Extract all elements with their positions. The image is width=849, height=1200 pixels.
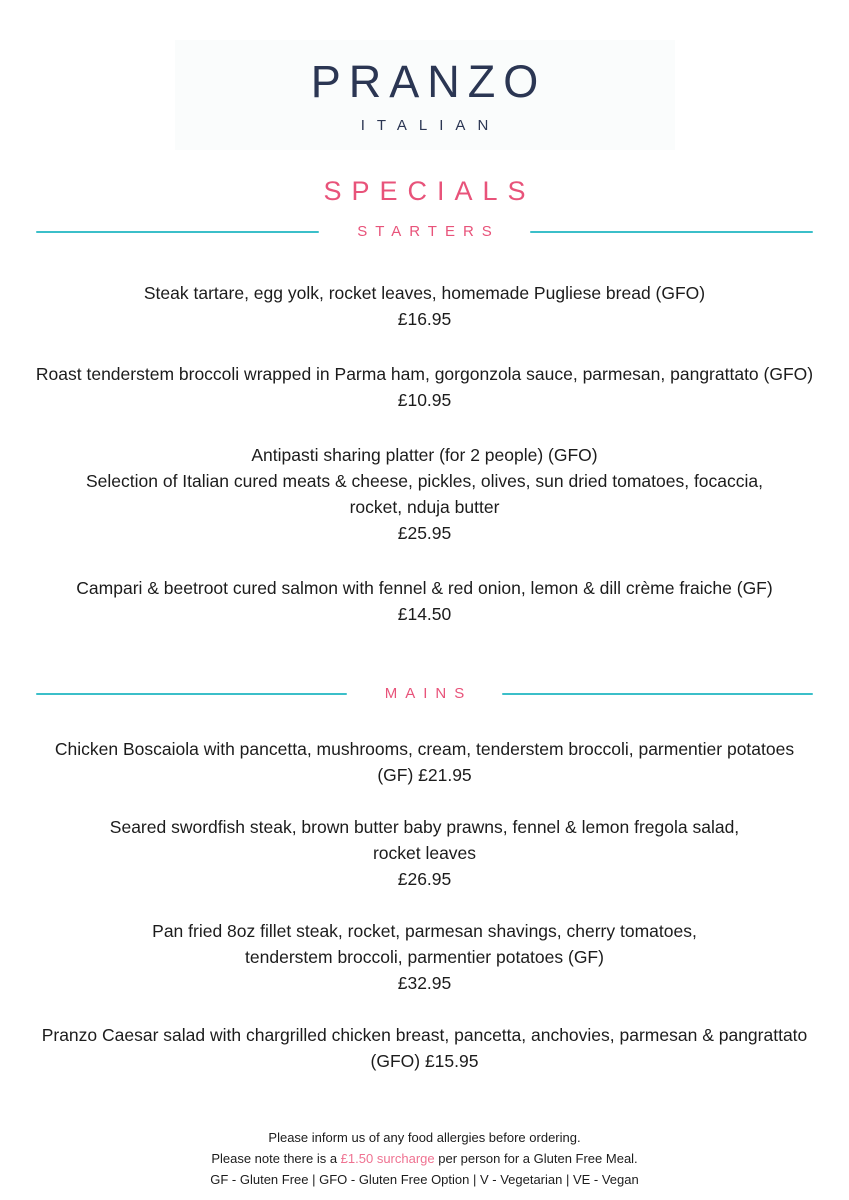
item-price-line: (GF) £21.95 <box>377 765 472 785</box>
item-description-line: Pranzo Caesar salad with chargrilled chicken breast, pancetta, anchovies, parmesan & pangrattato <box>41 1025 808 1045</box>
menu-item-swordfish-steak <box>0 814 849 892</box>
item-price-line: £25.95 <box>397 523 452 543</box>
item-description-line: Seared swordfish steak, brown butter baby prawns, fennel & lemon fregola salad, <box>109 817 740 837</box>
mains-section <box>0 736 849 1074</box>
item-description-line: Antipasti sharing platter (for 2 people) (GFO) <box>251 445 598 465</box>
divider-line-right <box>530 231 813 233</box>
menu-item-antipasti-platter <box>0 442 849 546</box>
menu-item-steak-tartare <box>0 280 849 332</box>
dietary-legend: GF - Gluten Free | GFO - Gluten Free Option | V - Vegetarian | VE - Vegan <box>210 1172 639 1187</box>
item-price-line: £16.95 <box>397 309 452 329</box>
item-price-line: £10.95 <box>397 390 452 410</box>
menu-footer <box>0 1127 849 1190</box>
starters-divider <box>36 223 813 240</box>
mains-divider <box>36 685 813 702</box>
menu-item-roast-broccoli <box>0 361 849 413</box>
item-description-line: Selection of Italian cured meats & cheese, pickles, olives, sun dried tomatoes, focaccia, <box>85 471 763 491</box>
item-description-line: Roast tenderstem broccoli wrapped in Parma ham, gorgonzola sauce, parmesan, pangrattato (GFO) <box>35 364 814 384</box>
item-price-line: £26.95 <box>397 869 452 889</box>
item-price-line: (GFO) £15.95 <box>370 1051 479 1071</box>
divider-line-left <box>36 231 319 233</box>
surcharge-highlight: £1.50 surcharge <box>340 1151 435 1166</box>
surcharge-note-suffix: per person for a Gluten Free Meal. <box>434 1151 638 1166</box>
allergy-note: Please inform us of any food allergies before ordering. <box>268 1130 581 1145</box>
item-description-line: rocket leaves <box>372 843 477 863</box>
divider-line-right <box>502 693 813 695</box>
item-description-line: rocket, nduja butter <box>349 497 500 517</box>
item-price-line: £32.95 <box>397 973 452 993</box>
item-price-line: £14.50 <box>397 604 452 624</box>
menu-header <box>0 40 849 207</box>
brand-subtitle: ITALIAN <box>360 117 501 134</box>
menu-item-cured-salmon <box>0 575 849 627</box>
section-label-mains: MAINS <box>384 685 473 702</box>
brand-logo <box>175 40 675 150</box>
starters-section <box>0 280 849 627</box>
surcharge-note <box>0 1148 849 1169</box>
item-description-line: Campari & beetroot cured salmon with fennel & red onion, lemon & dill crème fraiche (GF) <box>76 578 773 598</box>
brand-name: PRANZO <box>310 56 547 107</box>
section-label-starters: STARTERS <box>357 223 500 240</box>
item-description-line: Pan fried 8oz fillet steak, rocket, parmesan shavings, cherry tomatoes, <box>152 921 697 941</box>
surcharge-note-prefix: Please note there is a <box>211 1151 341 1166</box>
divider-line-left <box>36 693 347 695</box>
item-description-line: Chicken Boscaiola with pancetta, mushrooms, cream, tenderstem broccoli, parmentier potatoes <box>54 739 795 759</box>
item-description-line: Steak tartare, egg yolk, rocket leaves, homemade Pugliese bread (GFO) <box>143 283 706 303</box>
item-description-line: tenderstem broccoli, parmentier potatoes (GF) <box>245 947 604 967</box>
menu-item-chicken-boscaiola <box>0 736 849 788</box>
menu-item-fillet-steak <box>0 918 849 996</box>
menu-item-caesar-salad <box>0 1022 849 1074</box>
page-title: SPECIALS <box>323 176 536 206</box>
